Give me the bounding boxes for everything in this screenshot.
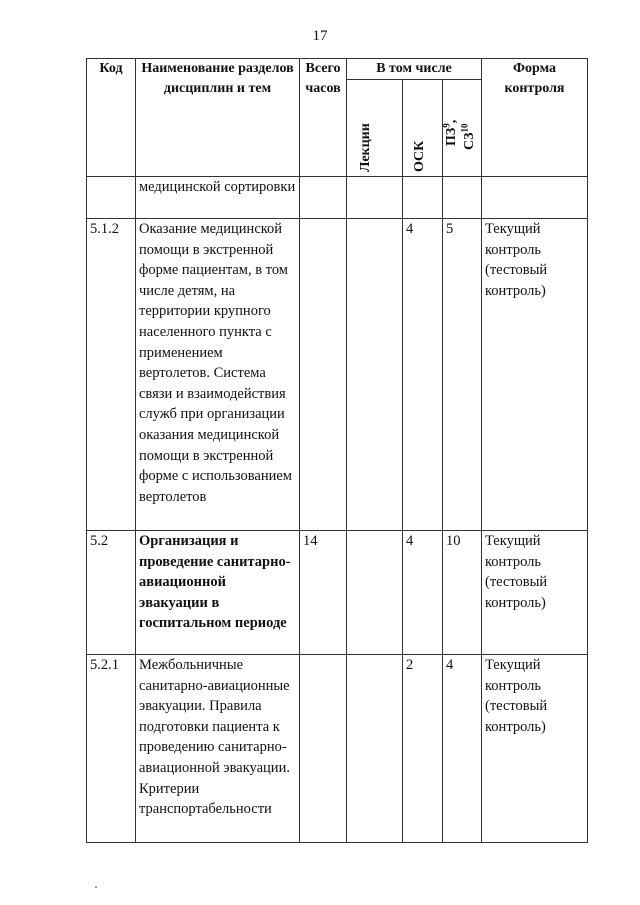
row-pz: 5: [443, 219, 482, 531]
header-pz-sup: 9: [441, 123, 452, 128]
row-form: Текущий контроль (тестовый контроль): [482, 655, 588, 843]
header-sz-text: СЗ: [462, 132, 477, 150]
header-lectures: Лекции: [358, 123, 373, 172]
header-total: Всего часов: [300, 59, 347, 177]
header-pz-sz-cell: [443, 80, 482, 177]
header-form: Форма контроля: [482, 59, 588, 177]
header-sz-sup: 10: [459, 123, 470, 133]
header-pz-text: ПЗ: [444, 127, 459, 146]
row-name: медицинской сортировки: [136, 177, 300, 219]
row-osk: 4: [403, 219, 443, 531]
row-name: Межбольничные санитарно-авиационные эвакуации. Правила подготовки пациента к проведению санитарно-авиационной эвакуации. Критерии транспортабельности: [136, 655, 300, 843]
row-lectures: [347, 531, 403, 655]
row-pz: [443, 177, 482, 219]
header-name: Наименование разделов дисциплин и тем: [136, 59, 300, 177]
header-sz: [460, 124, 480, 151]
scan-speck: [95, 886, 97, 888]
table-row: [87, 177, 588, 219]
row-name: Оказание медицинской помощи в экстренной форме пациентам, в том числе детям, на территории крупного населенного пункта с применением вертолетов. Система связи и взаимодействия служб при организации оказания медицинской помощи в экстренной форме с использованием вертолетов: [136, 219, 300, 531]
row-total: [300, 219, 347, 531]
row-osk: [403, 177, 443, 219]
row-total: [300, 655, 347, 843]
row-lectures: [347, 177, 403, 219]
row-code: 5.2.1: [87, 655, 136, 843]
row-code: 5.1.2: [87, 219, 136, 531]
row-code: 5.2: [87, 531, 136, 655]
row-lectures: [347, 219, 403, 531]
header-osk-cell: [403, 80, 443, 177]
row-osk: 2: [403, 655, 443, 843]
row-total: [300, 177, 347, 219]
table-row: [87, 655, 588, 843]
table-row: [87, 219, 588, 531]
row-form: Текущий контроль (тестовый контроль): [482, 219, 588, 531]
curriculum-table: [86, 58, 588, 843]
header-row-1: [87, 59, 588, 80]
row-total: 14: [300, 531, 347, 655]
row-code: [87, 177, 136, 219]
row-form: Текущий контроль (тестовый контроль): [482, 531, 588, 655]
header-osk: ОСК: [412, 140, 427, 172]
header-including: В том числе: [347, 59, 482, 80]
page-number: 17: [312, 28, 328, 44]
table-row: [87, 531, 588, 655]
header-lectures-cell: [347, 80, 403, 177]
row-pz: 10: [443, 531, 482, 655]
header-code: Код: [87, 59, 136, 177]
row-name: Организация и проведение санитарно-авиационной эвакуации в госпитальном периоде: [136, 531, 300, 655]
row-pz: 4: [443, 655, 482, 843]
row-form: [482, 177, 588, 219]
header-pz: $ПЗ^9$,: [442, 120, 462, 146]
row-lectures: [347, 655, 403, 843]
row-osk: 4: [403, 531, 443, 655]
